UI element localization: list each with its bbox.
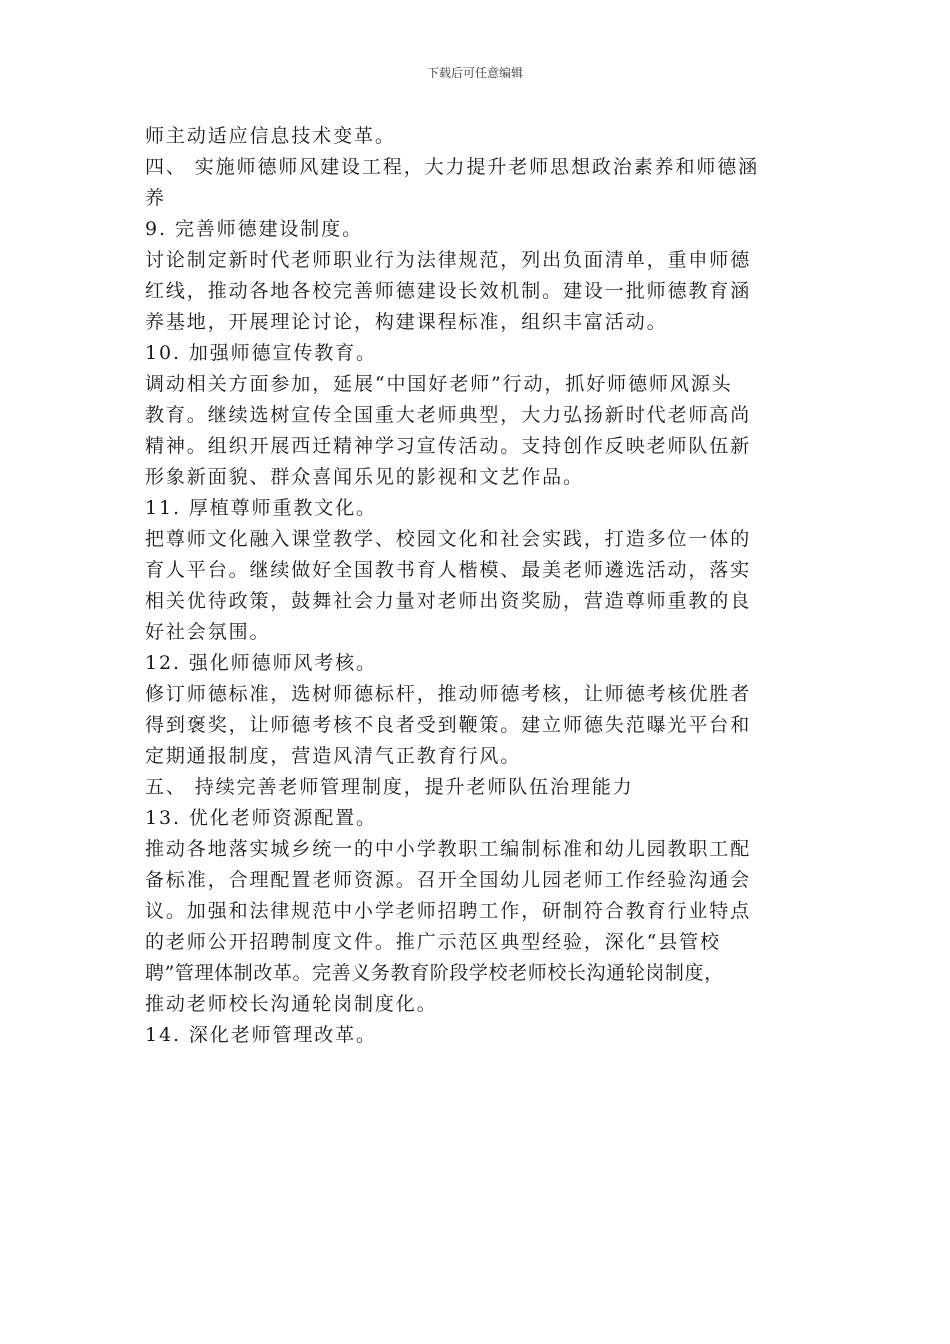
body-line: 讨论制定新时代老师职业行为法律规范，列出负面清单，重申师德 <box>145 249 752 271</box>
body-line: 形象新面貌、群众喜闻乐见的影视和文艺作品。 <box>145 466 584 488</box>
item-heading: 12. 强化师德师风考核。 <box>145 652 377 674</box>
body-line: 相关优待政策，鼓舞社会力量对老师出资奖励，营造尊师重教的良 <box>145 590 752 612</box>
body-line: 教育。继续选树宣传全国重大老师典型，大力弘扬新时代老师高尚 <box>145 404 752 426</box>
body-line: 师主动适应信息技术变革。 <box>145 125 396 147</box>
document-body <box>145 121 813 1051</box>
body-line: 备标准，合理配置老师资源。召开全国幼儿园老师工作经验沟通会 <box>145 869 752 891</box>
body-line: 养基地，开展理论讨论，构建课程标准，组织丰富活动。 <box>145 311 668 333</box>
item-heading: 14. 深化老师管理改革。 <box>145 1024 377 1046</box>
body-line: 修订师德标准，选树师德标杆，推动师德考核，让师德考核优胜者 <box>145 683 752 705</box>
body-line: 得到褒奖，让师德考核不良者受到鞭策。建立师德失范曝光平台和 <box>145 714 752 736</box>
page-header: 下载后可任意编辑 <box>426 66 523 80</box>
body-line: 推动老师校长沟通轮岗制度化。 <box>145 993 438 1015</box>
body-line: 推动各地落实城乡统一的中小学教职工编制标准和幼儿园教职工配 <box>145 838 752 860</box>
body-line: 红线，推动各地各校完善师德建设长效机制。建设一批师德教育涵 <box>145 280 752 302</box>
body-line: 好社会氛围。 <box>145 621 271 643</box>
item-heading: 10. 加强师德宣传教育。 <box>145 342 377 364</box>
body-line: 的老师公开招聘制度文件。推广示范区典型经验，深化“县管校 <box>145 931 721 953</box>
item-heading: 13. 优化老师资源配置。 <box>145 807 377 829</box>
body-line: 调动相关方面参加，延展“中国好老师”行动，抓好师德师风源头 <box>145 373 733 395</box>
body-line: 把尊师文化融入课堂教学、校园文化和社会实践，打造多位一体的 <box>145 528 752 550</box>
body-line: 聘”管理体制改革。完善义务教育阶段学校老师校长沟通轮岗制度， <box>145 962 724 984</box>
section-heading-cont: 养 <box>145 187 166 209</box>
item-heading: 9. 完善师德建设制度。 <box>145 218 363 240</box>
item-heading: 11. 厚植尊师重教文化。 <box>145 497 377 519</box>
body-line: 定期通报制度，营造风清气正教育行风。 <box>145 745 522 767</box>
section-heading: 五、 持续完善老师管理制度，提升老师队伍治理能力 <box>145 776 634 798</box>
body-line: 育人平台。继续做好全国教书育人楷模、最美老师遴选活动，落实 <box>145 559 752 581</box>
section-heading: 四、 实施师德师风建设工程，大力提升老师思想政治素养和师德涵 <box>145 156 760 178</box>
body-line: 精神。组织开展西迁精神学习宣传活动。支持创作反映老师队伍新 <box>145 435 752 457</box>
body-line: 议。加强和法律规范中小学老师招聘工作，研制符合教育行业特点 <box>145 900 752 922</box>
